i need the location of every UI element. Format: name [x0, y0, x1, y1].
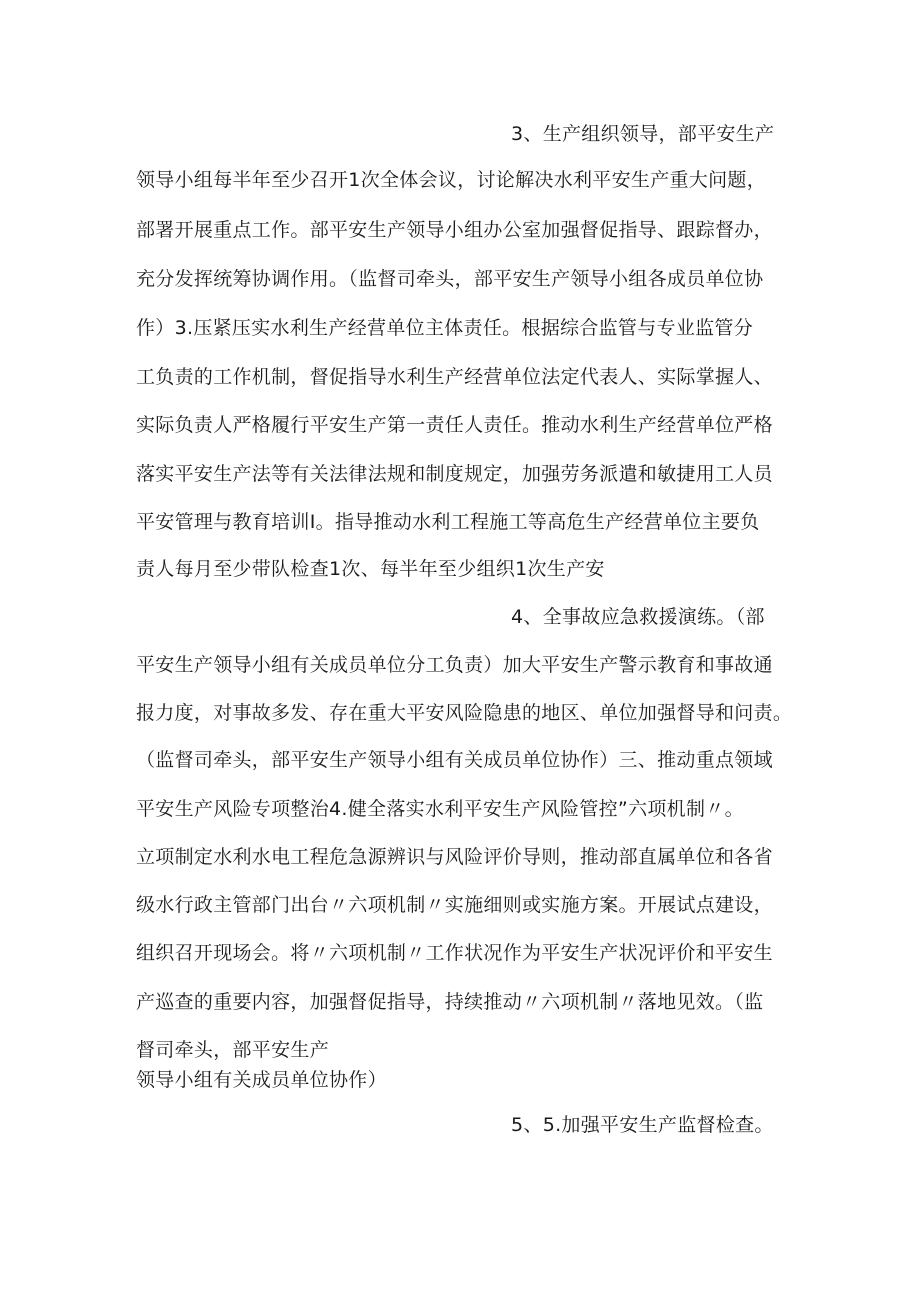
text-line-6: 工负责的工作机制，督促指导水利生产经营单位法定代表人、实际掌握人、	[136, 366, 773, 388]
text-line-13: 报力度，对事故多发、存在重大平安风险隐患的地区、单位加强督导和问责。	[136, 702, 793, 724]
text-line-10: 责人每月至少带队检查1次、每半年至少组织1次生产安	[136, 558, 605, 580]
text-line-7: 实际负责人严格履行平安生产第一责任人责任。推动水利生产经营单位严格	[136, 414, 773, 436]
text-line-4: 充分发挥统筹协调作用。（监督司牵头，部平安生产领导小组各成员单位协	[136, 268, 764, 290]
text-line-1: 3、生产组织领导，部平安生产	[511, 123, 775, 145]
text-line-20: 督司牵头，部平安生产	[136, 1039, 330, 1061]
text-line-3: 部署开展重点工作。部平安生产领导小组办公室加强督促指导、跟踪督办，	[136, 219, 773, 241]
text-line-17: 级水行政主管部门出台〃六项机制〃实施细则或实施方案。开展试点建设，	[136, 894, 773, 916]
text-line-2: 领导小组每半年至少召开1次全体会议，讨论解决水利平安生产重大问题，	[136, 169, 766, 191]
text-line-18: 组织召开现场会。将〃六项机制〃工作状况作为平安生产状况评价和平安生	[136, 942, 773, 964]
text-line-15: 平安生产风险专项整治4.健全落实水利平安生产风险管控”六项机制〃。	[136, 798, 744, 820]
text-line-14: （监督司牵头，部平安生产领导小组有关成员单位协作）三、推动重点领域	[136, 749, 773, 771]
text-line-22: 5、5.加强平安生产监督检查。	[511, 1114, 774, 1136]
text-line-21: 领导小组有关成员单位协作）	[136, 1069, 387, 1091]
text-line-9: 平安管理与教育培训I。指导推动水利工程施工等高危生产经营单位主要负	[136, 511, 760, 533]
text-line-8: 落实平安生产法等有关法律法规和制度规定，加强劳务派遣和敏捷用工人员	[136, 463, 773, 485]
text-line-11: 4、全事故应急救援演练。（部	[511, 606, 765, 628]
text-line-5: 作）3.压紧压实水利生产经营单位主体责任。根据综合监管与专业监管分	[136, 317, 754, 339]
text-line-16: 立项制定水利水电工程危急源辨识与风险评价导则，推动部直属单位和各省	[136, 846, 773, 868]
text-line-19: 产巡查的重要内容，加强督促指导，持续推动〃六项机制〃落地见效。（监	[136, 991, 764, 1013]
text-line-12: 平安生产领导小组有关成员单位分工负责）加大平安生产警示教育和事故通	[136, 654, 773, 676]
